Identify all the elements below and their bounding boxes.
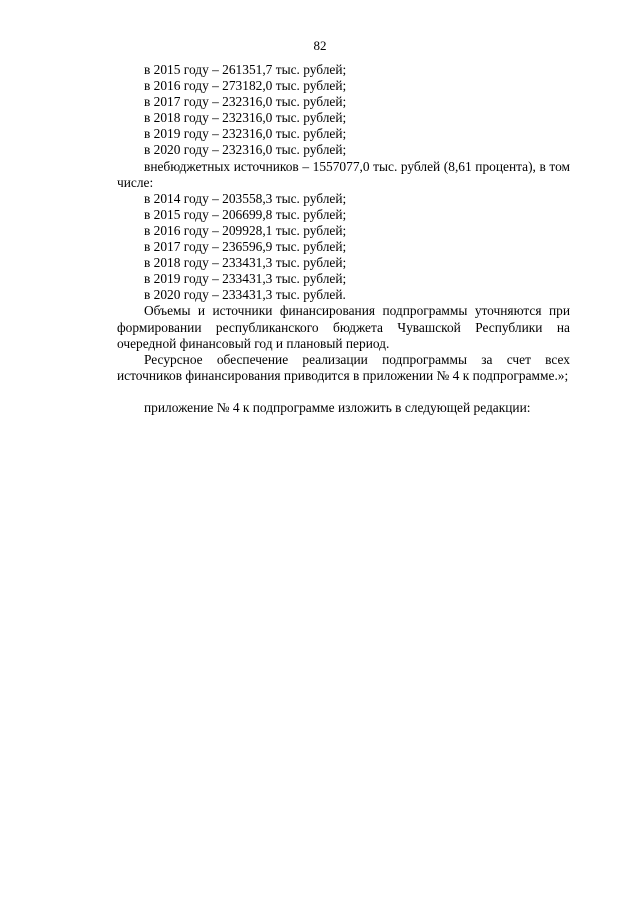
page-number: 82 [313, 38, 327, 53]
volumes-paragraph: Объемы и источники финансирования подпрограммы уточняются при формировании республиканского бюджета Чувашской Республики на очередной финансовый год и плановый период. [117, 303, 570, 351]
extrabudget-paragraph: внебюджетных источников – 1557077,0 тыс. рублей (8,61 процента), в том числе: [117, 158, 570, 190]
funding-list-b [117, 191, 570, 304]
paragraph-gap [117, 384, 570, 400]
document-body [117, 62, 570, 416]
list-item: в 2020 году – 233431,3 тыс. рублей. [144, 287, 346, 303]
list-item: в 2015 году – 206699,8 тыс. рублей; [144, 206, 347, 222]
list-item: в 2016 году – 209928,1 тыс. рублей; [144, 222, 347, 238]
list-item: в 2016 году – 273182,0 тыс. рублей; [144, 78, 347, 94]
list-item: в 2015 году – 261351,7 тыс. рублей; [144, 62, 347, 77]
list-item: в 2017 году – 236596,9 тыс. рублей; [144, 239, 347, 255]
list-item: в 2020 году – 232316,0 тыс. рублей; [144, 142, 347, 158]
list-item: в 2018 году – 232316,0 тыс. рублей; [144, 110, 347, 126]
appendix-paragraph: приложение № 4 к подпрограмме изложить в следующей редакции: [144, 399, 531, 415]
list-item: в 2019 году – 232316,0 тыс. рублей; [144, 126, 347, 142]
funding-list-a [117, 62, 570, 159]
list-item: в 2018 году – 233431,3 тыс. рублей; [144, 255, 347, 271]
list-item: в 2019 году – 233431,3 тыс. рублей; [144, 271, 347, 287]
list-item: в 2017 году – 232316,0 тыс. рублей; [144, 94, 347, 110]
resources-paragraph: Ресурсное обеспечение реализации подпрограммы за счет всех источников финансирования приводится в приложении № 4 к подпрограмме.»; [117, 351, 570, 383]
list-item: в 2014 году – 203558,3 тыс. рублей; [144, 190, 347, 206]
